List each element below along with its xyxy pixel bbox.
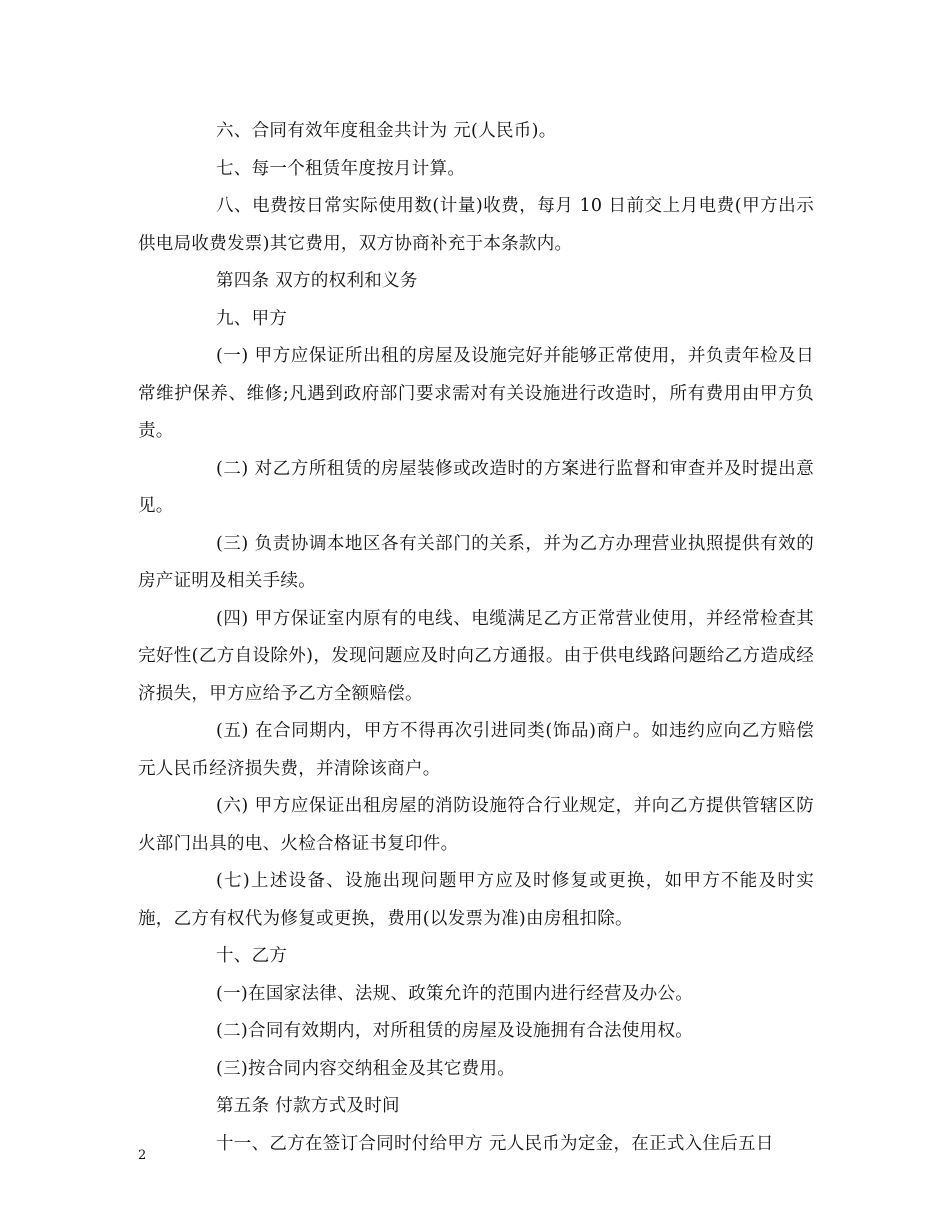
paragraph-party-a-4: (四) 甲方保证室内原有的电线、电缆满足乙方正常营业使用，并经常检查其完好性(乙方自设除外)，发现问题应及时向乙方通报。由于供电线路问题给乙方造成经济损失，甲方应给予乙方全额赔偿。 — [138, 608, 814, 704]
subheading-party-a: 九、甲方 — [216, 308, 288, 329]
paragraph-rent-total: 六、合同有效年度租金共计为 元(人民币)。 — [216, 121, 557, 141]
paragraph-party-b-3: (三)按合同内容交纳租金及其它费用。 — [216, 1058, 516, 1079]
body-text — [138, 113, 814, 1163]
paragraph-party-a-2: (二) 对乙方所租赁的房屋装修或改造时的方案进行监督和审查并及时提出意见。 — [138, 458, 814, 516]
paragraph-party-b-2: (二)合同有效期内，对所租赁的房屋及设施拥有合法使用权。 — [216, 1021, 694, 1041]
paragraph-electricity-fee: 八、电费按日常实际使用数(计量)收费，每月 10 日前交上月电费(甲方出示供电局收费发票)其它费用，双方协商补充于本条款内。 — [138, 196, 814, 254]
paragraph-party-a-7: (七)上述设备、设施出现问题甲方应及时修复或更换，如甲方不能及时实施，乙方有权代为修复或更换，费用(以发票为准)由房租扣除。 — [138, 871, 814, 929]
subheading-party-b: 十、乙方 — [216, 946, 288, 966]
paragraph-party-b-1: (一)在国家法律、法规、政策允许的范围内进行经营及办公。 — [216, 983, 694, 1004]
section-heading-article-5: 第五条 付款方式及时间 — [216, 1096, 400, 1116]
section-heading-article-4: 第四条 双方的权利和义务 — [216, 271, 418, 291]
paragraph-deposit: 十一、乙方在签订合同时付给甲方 元人民币为定金，在正式入住后五日 — [216, 1133, 774, 1154]
paragraph-party-a-6: (六) 甲方应保证出租房屋的消防设施符合行业规定，并向乙方提供管辖区防火部门出具的电、火检合格证书复印件。 — [138, 796, 814, 854]
paragraph-lease-year: 七、每一个租赁年度按月计算。 — [216, 158, 466, 179]
page-number: 2 — [138, 1148, 147, 1163]
paragraph-party-a-1: (一) 甲方应保证所出租的房屋及设施完好并能够正常使用，并负责年检及日常维护保养、维修;凡遇到政府部门要求需对有关设施进行改造时，所有费用由甲方负责。 — [138, 346, 814, 441]
paragraph-party-a-3: (三) 负责协调本地区各有关部门的关系，并为乙方办理营业执照提供有效的房产证明及相关手续。 — [138, 533, 814, 591]
paragraph-party-a-5: (五) 在合同期内，甲方不得再次引进同类(饰品)商户。如违约应向乙方赔偿 元人民币经济损失费，并清除该商户。 — [138, 721, 814, 779]
